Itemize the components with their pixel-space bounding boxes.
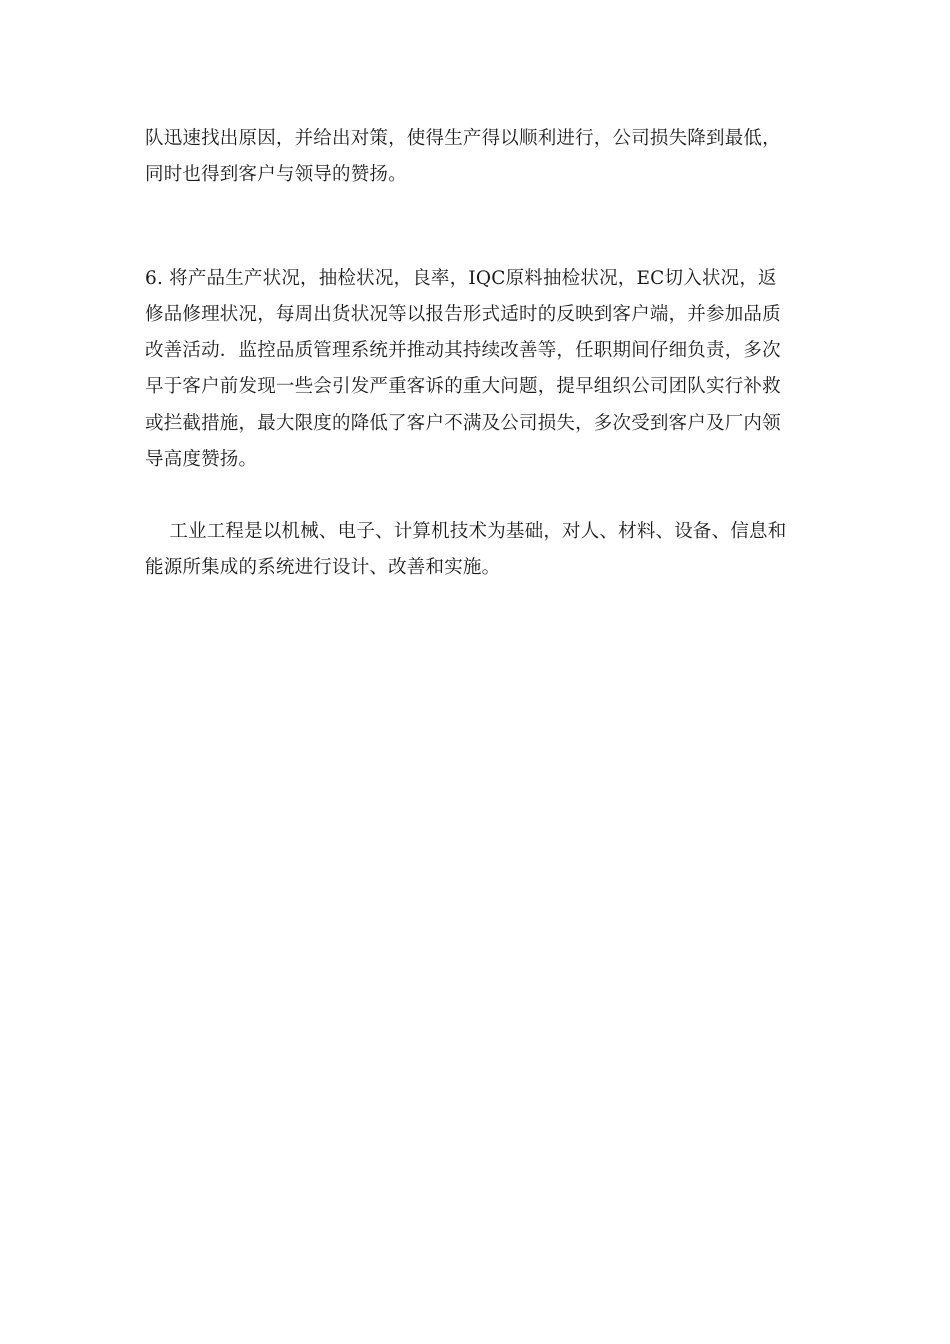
paragraph-2-line-5: 或拦截措施，最大限度的降低了客户不满及公司损失，多次受到客户及厂内领 — [145, 413, 781, 434]
paragraph-2-line-2: 修品修理状况，每周出货状况等以报告形式适时的反映到客户端，并参加品质 — [145, 304, 781, 325]
paragraph-2-line-4: 早于客户前发现一些会引发严重客诉的重大问题，提早组织公司团队实行补救 — [145, 376, 781, 397]
paragraph-2-line-3: 改善活动．监控品质管理系统并推动其持续改善等，任职期间仔细负责，多次 — [145, 340, 781, 361]
paragraph-2-line-1: 6. 将产品生产状况，抽检状况，良率，IQC原料抽检状况，EC切入状况，返 — [145, 268, 777, 289]
paragraph-1-line-2: 同时也得到客户与领导的赞扬。 — [145, 164, 407, 185]
paragraph-3-line-2: 能源所集成的系统进行设计、改善和实施。 — [145, 557, 501, 578]
paragraph-2-line-6: 导高度赞扬。 — [145, 449, 258, 470]
paragraph-1-line-1: 队迅速找出原因，并给出对策，使得生产得以顺利进行，公司损失降到最低， — [145, 128, 781, 149]
paragraph-3-line-1: 工业工程是以机械、电子、计算机技术为基础，对人、材料、设备、信息和 — [145, 521, 787, 542]
